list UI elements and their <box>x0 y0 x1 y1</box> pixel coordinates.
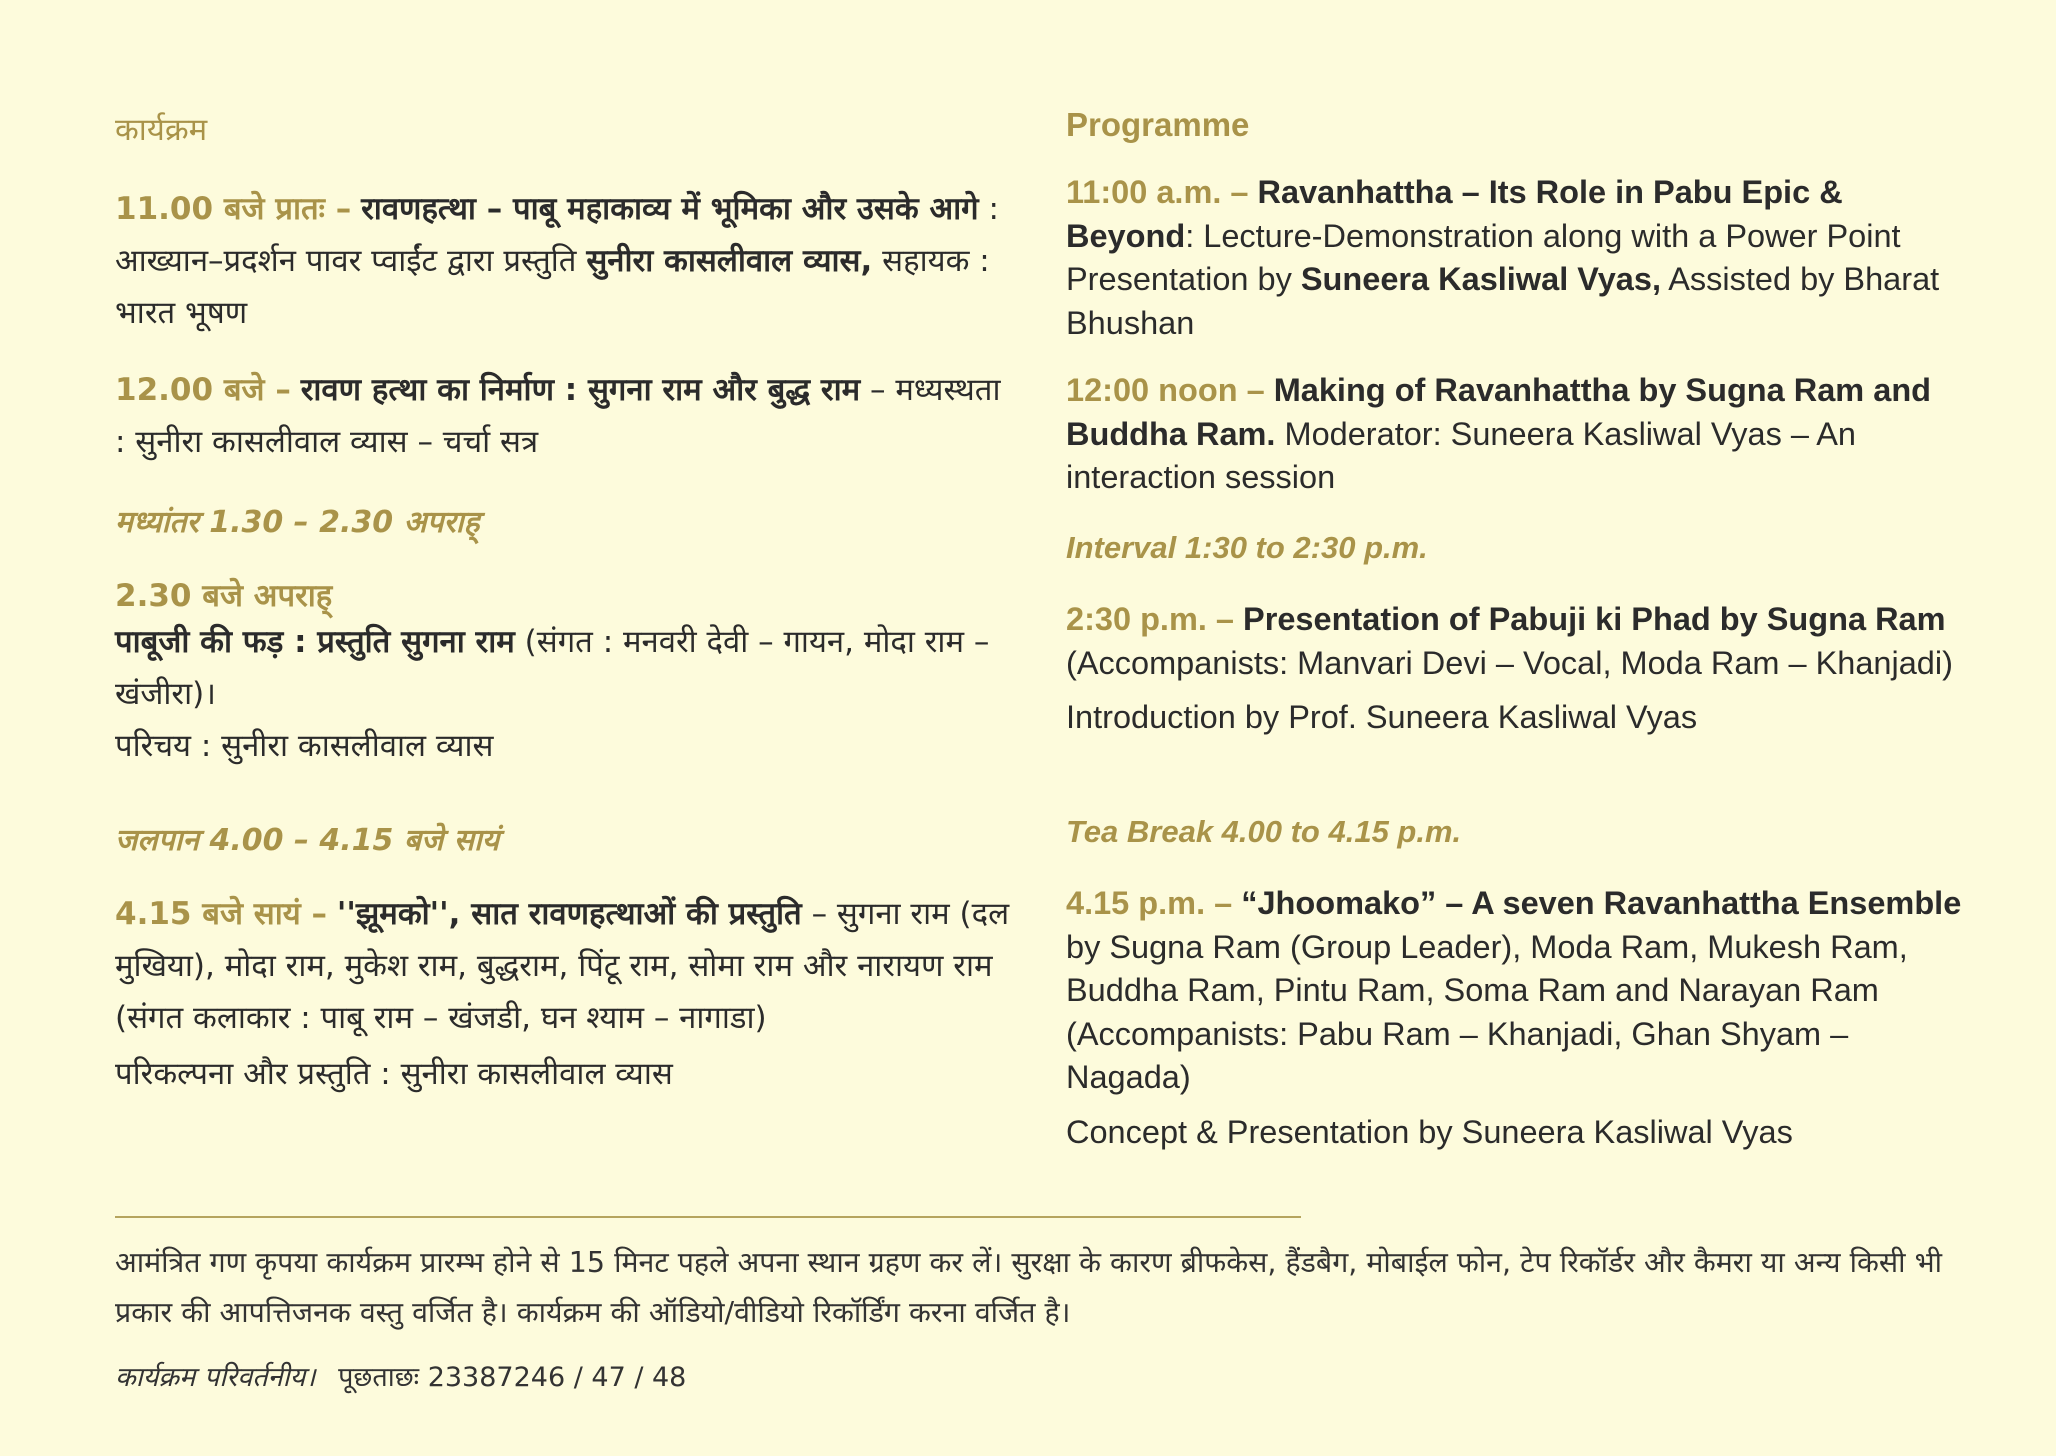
hindi-item-3-title: पाबूजी की फड़ : प्रस्तुति सुगना राम <box>115 624 515 660</box>
hindi-item-2 <box>115 364 1015 468</box>
english-item-1-time: 11:00 a.m. – <box>1066 174 1249 210</box>
english-item-1-presenter: Suneera Kasliwal Vyas, <box>1300 261 1661 297</box>
english-tea: Tea Break 4.00 to 4.15 p.m. <box>1066 814 1462 849</box>
english-item-3-intro: Introduction by Prof. Suneera Kasliwal Vyas <box>1066 699 1698 735</box>
english-item-4-title: “Jhoomako” – A seven Ravanhattha Ensemble <box>1241 885 1962 921</box>
hindi-item-2-desc: – मध्यस्थता : सुनीरा कासलीवाल व्यास – चर्चा सत्र <box>115 372 1001 460</box>
hindi-item-2-title: रावण हत्था का निर्माण : सुगना राम और बुद्ध राम <box>300 372 861 408</box>
hindi-tea: जलपान 4.00 – 4.15 बजे सायं <box>115 823 500 858</box>
english-item-3 <box>1066 598 1966 740</box>
english-interval: Interval 1:30 to 2:30 p.m. <box>1066 530 1428 565</box>
english-item-3-time: 2:30 p.m. – <box>1066 601 1234 637</box>
english-item-4-desc: by Sugna Ram (Group Leader), Moda Ram, Mukesh Ram, Buddha Ram, Pintu Ram, Soma Ram and Narayan Ram (Accompanists: Pabu Ram – Khanjadi, Ghan Shyam – Nagada) <box>1066 928 1908 1095</box>
footer-enquiry: पूछताछः 23387246 / 47 / 48 <box>338 1362 687 1393</box>
english-item-2-desc: Moderator: Suneera Kasliwal Vyas – An interaction session <box>1066 415 1856 495</box>
hindi-item-3-intro: परिचय : सुनीरा कासलीवाल व्यास <box>115 728 494 764</box>
english-item-1 <box>1066 171 1966 345</box>
english-item-1-title: Ravanhattha – Its Role in Pabu Epic & Beyond <box>1066 174 1843 254</box>
english-item-1-assist: Assisted by Bharat Bhushan <box>1066 261 1940 341</box>
english-item-1-desc: : Lecture-Demonstration along with a Power Point Presentation by <box>1066 217 1901 297</box>
hindi-item-3-time: 2.30 बजे अपराह् <box>115 578 333 614</box>
notice-text: आमंत्रित गण कृपया कार्यक्रम प्रारम्भ होने से 15 मिनट पहले अपना स्थान ग्रहण कर लें। सुरक्षा के कारण ब्रीफकेस, हैंडबैग, मोबाईल फोन, टेप रिकॉर्डर और कैमरा या अन्य किसी भी प्रकार की आपत्तिजनक वस्तु वर्जित है। कार्यक्रम की ऑडियो/वीडियो रिकॉर्डिंग करना वर्जित है। <box>115 1246 1943 1329</box>
hindi-item-4-concept: परिकल्पना और प्रस्तुति : सुनीरा कासलीवाल व्यास <box>115 1056 673 1092</box>
english-item-4 <box>1066 882 1966 1154</box>
english-item-3-title: Presentation of Pabuji ki Phad by Sugna Ram <box>1243 601 1946 637</box>
hindi-item-1-title: रावणहत्था – पाबू महाकाव्य में भूमिका और उसके आगे <box>361 191 979 227</box>
english-item-4-concept: Concept & Presentation by Suneera Kasliwal Vyas <box>1066 1113 1793 1150</box>
english-item-3-desc: (Accompanists: Manvari Devi – Vocal, Moda Ram – Khanjadi) <box>1066 644 1953 681</box>
hindi-item-1 <box>115 183 1015 339</box>
hindi-heading: कार्यक्रम <box>115 112 208 148</box>
english-item-2-title: Making of Ravanhattha by Sugna Ram and Buddha Ram. <box>1066 372 1932 452</box>
hindi-item-1-assist: सहायक : भारत भूषण <box>115 243 990 331</box>
hindi-item-3 <box>115 570 1015 772</box>
hindi-item-1-desc: : आख्यान–प्रदर्शन पावर प्वाईंट द्वारा प्रस्तुति <box>115 191 999 279</box>
english-item-2 <box>1066 369 1966 500</box>
english-item-4-time: 4.15 p.m. – <box>1066 885 1233 921</box>
footer <box>115 1357 686 1394</box>
english-heading: Programme <box>1066 106 1250 143</box>
hindi-item-4-time: 4.15 बजे सायं – <box>115 896 328 932</box>
footer-changeable: कार्यक्रम परिवर्तनीय। <box>115 1362 316 1393</box>
hindi-item-4-title: ''झूमको'', सात रावणहत्थाओं की प्रस्तुति <box>336 896 802 932</box>
hindi-item-4-desc: – सुगना राम (दल मुखिया), मोदा राम, मुकेश राम, बुद्धराम, पिंटू राम, सोमा राम और नारायण राम (संगत कलाकार : पाबू राम – खंजडी, घन श्याम – नागाडा) <box>115 896 1010 1036</box>
hindi-item-3-desc: (संगत : मनवरी देवी – गायन, मोदा राम – खंजीरा)। <box>115 624 990 712</box>
hindi-item-1-time: 11.00 बजे प्रातः – <box>115 191 352 227</box>
hindi-item-2-time: 12.00 बजे – <box>115 372 291 408</box>
english-item-2-time: 12:00 noon – <box>1066 372 1265 408</box>
hindi-item-4 <box>115 888 1015 1100</box>
hindi-interval: मध्यांतर 1.30 – 2.30 अपराह् <box>115 505 480 540</box>
hindi-item-1-presenter: सुनीरा कासलीवाल व्यास, <box>586 243 873 279</box>
divider-line <box>115 1216 1301 1218</box>
